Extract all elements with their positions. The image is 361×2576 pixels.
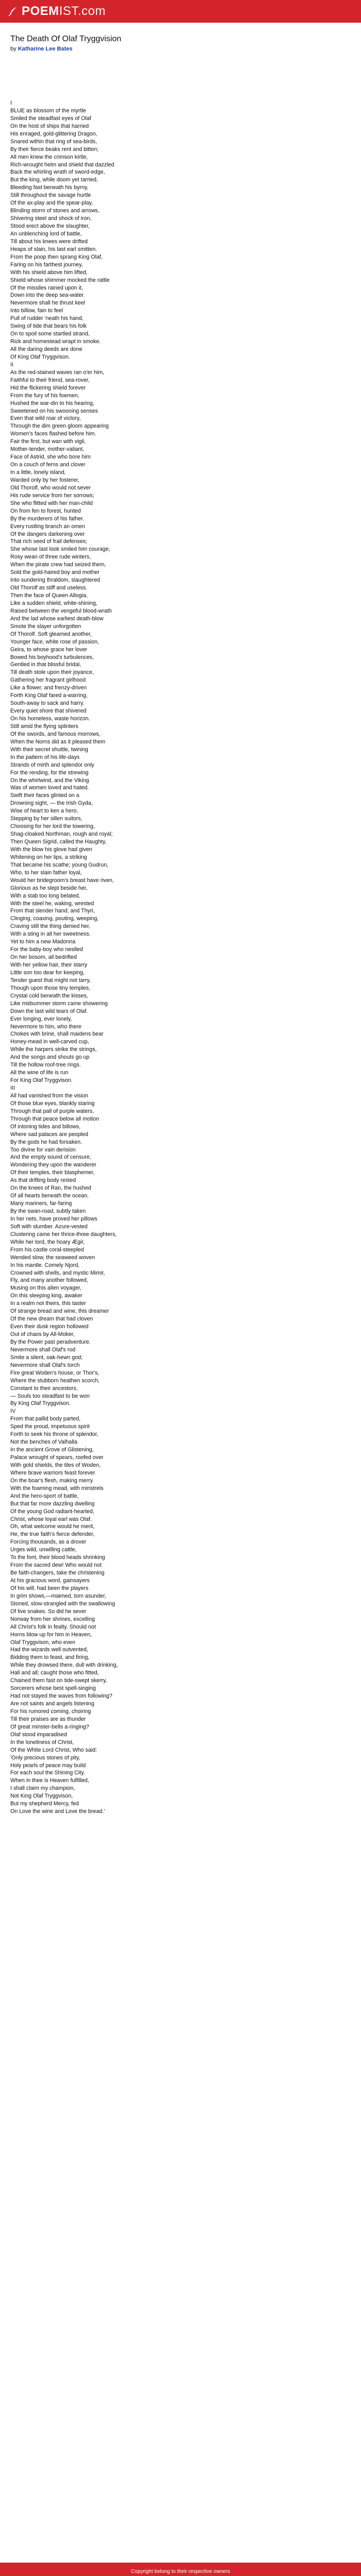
poem-line: And the lad whose earliest death-blow xyxy=(10,615,104,622)
poem-line: His rude service from her sorrows; xyxy=(10,492,94,499)
poem-line: With a stab too long belated, xyxy=(10,892,80,899)
poem-line: Olaf Tryggvison, who even xyxy=(10,1639,75,1646)
poem-line: Of the young God radiant-hearted, xyxy=(10,1508,94,1515)
poem-line: An unblenching lord of battle, xyxy=(10,230,82,237)
poem-line: Ever longing, ever lonely, xyxy=(10,1015,72,1022)
poem-line: Of Thorolf. Soft gleamed another, xyxy=(10,631,92,637)
poem-line: But that far more dazzling dwelling xyxy=(10,1500,95,1507)
poem-line: Bleeding fast beneath his byrny, xyxy=(10,184,89,191)
poem-line: Every quiet shore that shivered xyxy=(10,708,87,715)
poem-line: At his gracious word, gainsayers xyxy=(10,1578,90,1584)
poem-line: Stoned, slow-strangled with the swallowing xyxy=(10,1600,116,1607)
poem-line: Like midsummer storm came showering xyxy=(10,1000,108,1007)
logo-sub-text: IST.com xyxy=(59,4,106,18)
poem-line: Nevermore shall Olaf's torch xyxy=(10,1362,80,1368)
poem-line: 'Only precious stones of pity, xyxy=(10,1754,80,1761)
poem-line: Of all hearts beneath the ocean. xyxy=(10,1193,89,1199)
poem-line: For each soul the Shining City. xyxy=(10,1770,85,1776)
poem-line: By their fierce beaks rent and bitten; xyxy=(10,146,99,152)
poem-line: Wise of heart to ken a hero, xyxy=(10,808,78,815)
poem-line: Blinding storm of stones and arrows, xyxy=(10,208,100,214)
poem-line: As the red-stained waves ran o'er him, xyxy=(10,369,105,376)
poem-line: For the baby-boy who nestled xyxy=(10,946,83,953)
poem-line: With their secret shuttle, twining xyxy=(10,746,88,753)
poem-line: While the harpers strike the strings, xyxy=(10,1046,97,1053)
poem-line: Wondering they upon the wanderer xyxy=(10,1162,96,1168)
poem-line: Of those blue eyes, blankly staring xyxy=(10,1100,95,1107)
poem-line: — Souls too steadfast to be won xyxy=(10,1393,90,1399)
poem-line: From that slender hand; and Thyri, xyxy=(10,908,95,914)
poem-line: By the Power past peradventure. xyxy=(10,1338,91,1345)
poem-line: Too divine for vain derision xyxy=(10,1146,76,1153)
poem-line: With her yellow hair, their starry xyxy=(10,962,88,968)
poem-line: In the pattern of his life-days xyxy=(10,754,80,760)
poem-line: All Christ's folk in fealty. Should not xyxy=(10,1623,96,1630)
poem-line: Strands of mirth and splendor only xyxy=(10,761,94,768)
poem-line: Sweetened on his swooning senses xyxy=(10,408,98,414)
poem-line: Down the last wild tears of Olaf. xyxy=(10,1008,88,1014)
poem-line: All the daring deeds are done xyxy=(10,346,83,352)
poem-line: BLUE as blossom of the myrtle xyxy=(10,107,86,114)
poem-line: Stood erect above the slaughter, xyxy=(10,223,90,229)
poem-line: Musing on this alien voyager, xyxy=(10,1285,81,1292)
poem-line: Through that peace below all motion xyxy=(10,1115,100,1122)
poem-line: Swift their faces glinted on a xyxy=(10,792,79,799)
poem-line: For King Olaf Tryggvison. xyxy=(10,1077,73,1084)
poem-line: On the whirlwind, and the Viking xyxy=(10,777,89,784)
poem-line: Bidding them to feast, and firing, xyxy=(10,1654,90,1661)
poem-line: With a sting in all her sweetness. xyxy=(10,931,91,938)
poem-line: Of the swords, and famous morrows, xyxy=(10,731,101,737)
poem-line: Holy pearls of peace may build xyxy=(10,1762,86,1769)
poem-line: Pull of rudder 'neath his hand, xyxy=(10,315,84,322)
site-footer xyxy=(0,2563,361,2576)
poem-line: While her lord, the hoary Ægir, xyxy=(10,1239,85,1245)
poem-line: Faring on his farthest journey, xyxy=(10,261,83,268)
poem-line: Heaps of slain, his last earl smitten. xyxy=(10,246,97,252)
poem-line: Then the face of Queen Allogia, xyxy=(10,592,88,599)
poem-line: Chokes with brine, shall maidens bear xyxy=(10,1031,104,1038)
poem-line: When in thee is Heaven fulfilled, xyxy=(10,1777,89,1784)
poem-line: And the hero-sport of battle, xyxy=(10,1493,79,1499)
poem-line: South-away to sack and harry. xyxy=(10,700,85,707)
poem-line: Bowed his boyhood's turbulences, xyxy=(10,654,94,660)
poem-line: Warded only by her fosterer, xyxy=(10,477,79,483)
poem-line: Mother-tender, mother-valiant, xyxy=(10,446,85,453)
poem-content xyxy=(0,23,361,1816)
poem-line: Geira, to whose grace her lover xyxy=(10,646,88,653)
poem-line: Of strange bread and wine, this dreamer xyxy=(10,1308,109,1315)
poem-line: Norway from her shrines, excelling xyxy=(10,1616,95,1622)
poem-body xyxy=(10,99,351,1816)
poem-line: Constant to their ancestors, xyxy=(10,1385,78,1392)
poem-line: Snared within that ring of sea-birds, xyxy=(10,138,97,145)
poem-line: Of great minster-bells a-ringing? xyxy=(10,1723,89,1730)
poem-line: From the fury of his foemen, xyxy=(10,392,79,399)
poem-line: Many mariners, far-faring xyxy=(10,1200,72,1207)
poem-line: On the host of ships that harried xyxy=(10,123,89,129)
quill-icon xyxy=(7,6,19,17)
poem-line: Hid the flickering shield forever xyxy=(10,384,86,391)
poem-line: Would her bridegroom's breast have riven, xyxy=(10,877,114,884)
poem-line: Of the new dream that had cloven xyxy=(10,1316,93,1323)
poem-line: She who flitted with her man-child xyxy=(10,500,93,506)
poem-line: Horns blow up for him in Heaven, xyxy=(10,1631,92,1638)
poem-line: Into sundering thraldom, slaughtered xyxy=(10,577,101,584)
poem-line: And the empty sound of censure, xyxy=(10,1154,91,1161)
poem-line: On a couch of ferns and clover xyxy=(10,462,86,468)
poem-line: Not the benches of Valhalla xyxy=(10,1439,77,1446)
poem-line: Clustering came her thrice-three daughters, xyxy=(10,1231,117,1238)
poem-line: On his homeless, waste horizon. xyxy=(10,716,90,722)
poem-line: Sped the proud, impetuous spirit xyxy=(10,1423,90,1430)
poem-line: Of the missiles rained upon it, xyxy=(10,284,83,291)
poem-line: With gold shields, the tiles of Woden, xyxy=(10,1462,101,1468)
poem-line: Old Thorolf as stiff and useless. xyxy=(10,585,88,591)
poem-line: Shield whose shimmer mocked the rattle xyxy=(10,277,110,283)
poem-line: With the blow his glove had given xyxy=(10,846,92,853)
poem-line: In a realm not theirs, this taster xyxy=(10,1300,86,1307)
poem-line: Whitening on her lips, a striking xyxy=(10,854,87,860)
poem-line: Swing of tide that bears his folk xyxy=(10,323,87,330)
poem-line: Still throughout the savage hurtle xyxy=(10,192,91,199)
poem-line: Choosing for her lord the towering, xyxy=(10,823,95,830)
poem-line: And the songs and shouts go up xyxy=(10,1054,90,1061)
poem-line: To the font, their blood heads shrinking xyxy=(10,1554,105,1561)
poem-line: Urges wild, unwilling cattle, xyxy=(10,1547,77,1553)
poem-line: By the gods he had forsaken. xyxy=(10,1139,83,1145)
poem-line: Even their dusk region hollowed xyxy=(10,1324,89,1330)
poem-line: Till death stole upon their joyance, xyxy=(10,669,94,676)
poem-line: From that pallid body parted, xyxy=(10,1416,81,1422)
poem-line: Crystal cold beneath the kisses, xyxy=(10,992,88,999)
poem-line: Women's faces flashed before him. xyxy=(10,431,96,437)
poem-line: Of the White Lord Christ, Who said: xyxy=(10,1747,97,1753)
poem-line: When the Norns did as it pleased them xyxy=(10,738,106,745)
poem-line: Nevermore shall he thrust keel xyxy=(10,300,85,307)
poem-line: Of their temples, their blasphemer, xyxy=(10,1170,95,1176)
poem-line: Nevermore to him, who there xyxy=(10,1023,81,1030)
poem-line: II xyxy=(10,361,13,368)
poem-line: In the loneliness of Christ, xyxy=(10,1739,74,1745)
poem-line: On Love the wine and Love the bread.' xyxy=(10,1808,105,1815)
poem-line: Where sad palaces are peopled xyxy=(10,1131,88,1138)
poem-line: All had vanished from the vision xyxy=(10,1092,88,1099)
poem-line: With the foaming mead, with minstrels xyxy=(10,1485,104,1492)
poem-line: Glorious as he slept beside her, xyxy=(10,885,88,891)
poem-line: On her bosom, all bedrifted xyxy=(10,954,77,961)
poem-line: Old Thorolf, who would not sever xyxy=(10,484,91,491)
poem-line: Clinging, coaxing, pouting, weeping, xyxy=(10,916,99,922)
poem-line: On this sleeping king, awaker xyxy=(10,1293,83,1299)
poem-line: Raised between the vengeful blood-wrath xyxy=(10,607,112,614)
poem-line: Faithful to their friend, sea-rover, xyxy=(10,377,90,383)
poem-line: Of the dangers darkening over xyxy=(10,531,85,537)
poem-line: In grim shows,—maimed, torn asunder, xyxy=(10,1592,106,1599)
poem-line: Had not stayed the waves from following? xyxy=(10,1693,112,1700)
poem-line: Hushed the war-din to his hearing, xyxy=(10,400,94,406)
poem-line: All the wine of life is run xyxy=(10,1070,69,1076)
poem-line: Rich-wrought helm and shield that dazzled xyxy=(10,161,114,168)
poem-line: Of intoning tides and billows, xyxy=(10,1123,81,1130)
poem-line: Shag-cloaked Northman, rough and royal; xyxy=(10,831,113,838)
poem-line: Into billow, fain to feel xyxy=(10,308,63,314)
poem-line: IV xyxy=(10,1408,16,1415)
poem-line: Little son too dear for keeping, xyxy=(10,969,85,976)
site-logo[interactable] xyxy=(7,4,106,19)
poem-line: Down into the deep sea-water. xyxy=(10,292,85,299)
poem-line: By King Olaf Tryggvison. xyxy=(10,1400,71,1407)
poem-line: He, the true faith's fierce defender, xyxy=(10,1531,95,1538)
poem-line: I xyxy=(10,100,12,106)
logo-main-text: POEM xyxy=(22,4,59,18)
poem-title: The Death Of Olaf Tryggvision xyxy=(10,35,122,43)
poem-line: Be faith-changers, take the christening xyxy=(10,1570,105,1577)
poem-line: Yet to him a new Madonna xyxy=(10,939,76,945)
poem-line: Rick and homestead wrapt in smoke. xyxy=(10,338,101,345)
poem-line: On the boar's flesh, making merry xyxy=(10,1477,93,1484)
poem-line: Stepping by her sillen suitors, xyxy=(10,816,83,822)
poem-line: Soft with slumber. Azure-vested xyxy=(10,1223,88,1230)
poem-line: Palace wrought of spears, roofed over xyxy=(10,1454,104,1461)
poem-line: Forth King Olaf fared a-warring, xyxy=(10,692,88,699)
poem-line: Fire great Woden's house, or Thor's, xyxy=(10,1369,100,1376)
poem-line: Rosy wean of three rude winters, xyxy=(10,554,91,561)
poem-line: On the knees of Ran, the hushed xyxy=(10,1185,91,1192)
poem-line: Wended slow, the seaweed woven xyxy=(10,1254,95,1261)
poem-line: Of his will, had been the players xyxy=(10,1585,89,1591)
poem-line: Hall and all; caught those who fitted, xyxy=(10,1670,99,1676)
poem-line: In his mantle. Comely Njord, xyxy=(10,1262,80,1268)
poem-line: Drowning sight, — the Irish Gyda, xyxy=(10,800,93,807)
poem-line: From the poop then sprang King Olaf, xyxy=(10,253,103,260)
poem-line: Like a sudden shield, white-shining, xyxy=(10,600,97,606)
poem-line: Smiled the steadfast eyes of Olaf xyxy=(10,115,91,122)
poem-line: Smite a silent, oak-hewn god; xyxy=(10,1354,83,1361)
poem-line: All men knew the crimson kirtle, xyxy=(10,154,88,160)
poem-line: By the murderers of his father. xyxy=(10,515,85,522)
poem-line: I shall claim my champion, xyxy=(10,1785,75,1792)
poem-line: While they drowsed there, dull with drinking, xyxy=(10,1662,118,1669)
poem-line: Crowned with shells, and mystic Mimir, xyxy=(10,1269,105,1276)
poem-line: III xyxy=(10,1085,15,1091)
poem-line: Through that pall of purple waters, xyxy=(10,1108,94,1114)
poem-line: Oh, what welcome would he merit, xyxy=(10,1523,95,1530)
poem-line: Smote the slayer unforgotten xyxy=(10,623,81,630)
poem-line: Are not saints and angels listening xyxy=(10,1701,94,1707)
footer-copyright: Copyright belong to their respective owners xyxy=(130,2568,231,2574)
poem-line: Where the stubborn heathen scorch, xyxy=(10,1377,100,1384)
poem-line: In her nets, have proved her pillows xyxy=(10,1215,97,1222)
poem-line: But the king, while doom yet tarried, xyxy=(10,177,98,183)
poem-line: Fly, and many another followed, xyxy=(10,1277,88,1284)
poem-line: Forth to seek his throne of splendor, xyxy=(10,1431,99,1438)
poem-line: Where brave warriors feast forever xyxy=(10,1469,95,1476)
poem-line: Of live snakes. So did he sever xyxy=(10,1608,87,1615)
poem-line: Forcing thousands, as a drover xyxy=(10,1539,87,1546)
poem-line: Tender guest that might not tarry, xyxy=(10,977,91,984)
poem-line: On to spoil some startled strand, xyxy=(10,331,90,337)
poem-line: Till their praises are as thunder xyxy=(10,1716,86,1722)
poem-line: Out of chaos by All-Moker, xyxy=(10,1331,75,1337)
poem-line: When the pirate crew had seized them, xyxy=(10,562,106,568)
poem-line: In a little, lonely island, xyxy=(10,469,66,476)
poem-line: Who, to her slain father loyal, xyxy=(10,869,82,876)
poem-line: Not King Olaf Tryggvison, xyxy=(10,1793,73,1800)
poem-byline xyxy=(10,45,351,53)
poem-line: Till about his knees were drifted xyxy=(10,238,88,245)
poem-line: Gathering her fragrant girlhood xyxy=(10,677,86,684)
poem-line: Still amid the flying splinters xyxy=(10,723,78,730)
poem-line: Olaf stood imparadised xyxy=(10,1731,67,1738)
poem-line: Nevermore shall Olaf's rod xyxy=(10,1346,76,1353)
poem-line: With his shield above him lifted, xyxy=(10,269,88,276)
poem-line: Though upon those tiny temples, xyxy=(10,985,91,991)
poem-line: For his rumored coming, choiring xyxy=(10,1708,91,1715)
poem-line: Of King Olaf Tryggvison. xyxy=(10,353,70,360)
poem-line: Younger face, white rose of passion, xyxy=(10,638,99,645)
author-link[interactable]: Katharine Lee Bates xyxy=(18,46,73,52)
poem-line: She whose last look smiled him courage, xyxy=(10,546,110,553)
site-header xyxy=(0,0,361,23)
poem-line: With the steel he, waking, wrested xyxy=(10,900,94,907)
poem-line: By the swan-road, subtly taken xyxy=(10,1208,86,1214)
poem-line: Craving still the thing denied her, xyxy=(10,923,91,930)
poem-line: Chained them fast on tide-swept skerry, xyxy=(10,1677,107,1684)
poem-line: Sold the gold-haired boy and mother xyxy=(10,569,100,576)
byline-prefix: by xyxy=(10,46,17,52)
poem-line: In the ancient Grove of Glistening, xyxy=(10,1447,94,1453)
poem-line: Back the whirling wrath of sword-edge, xyxy=(10,169,105,176)
poem-line: For the rending, for the strewing xyxy=(10,769,89,776)
poem-line: From the sacred dew! Who would not xyxy=(10,1562,102,1569)
poem-line: Had the wizards well outvented, xyxy=(10,1647,88,1653)
poem-line: Of the ax-play and the spear-play, xyxy=(10,200,93,207)
poem-line: Even that wild roar of victory, xyxy=(10,415,81,422)
poem-line: That became his scathe; young Gudrun, xyxy=(10,861,109,868)
poem-line: Every rustling branch an omen xyxy=(10,523,85,530)
poem-line: On from fen to forest, hunted xyxy=(10,507,81,514)
poem-line: His enraged, gold-glittering Dragon, xyxy=(10,130,97,137)
poem-line: That rich seed of frail defenses; xyxy=(10,538,88,545)
poem-line: Sorcerers whose best spell-singing xyxy=(10,1685,96,1692)
poem-line: From his castle coral-steepled xyxy=(10,1246,84,1253)
poem-line: Christ, whose loyal earl was Olaf. xyxy=(10,1516,92,1522)
poem-line: Till the hollow roof-tree rings. xyxy=(10,1062,81,1069)
poem-line: Like a flower, and frenzy-driven xyxy=(10,685,87,691)
poem-line: Was of women loved and hated. xyxy=(10,785,89,791)
poem-line: Fair the first, but wan with vigil, xyxy=(10,438,86,445)
poem-line: But my shepherd Mercy, fed xyxy=(10,1801,79,1807)
poem-line: Honey-mead in well-carved cup, xyxy=(10,1039,89,1045)
poem-line: Face of Astrid, she who bore him xyxy=(10,454,91,461)
poem-line: Through the dim green gloom appearing xyxy=(10,423,109,430)
poem-line: Then Queen Sigrid, called the Haughty, xyxy=(10,839,107,845)
poem-line: Shivering steel and shock of iron, xyxy=(10,215,92,222)
poem-line: As that drifting body rested xyxy=(10,1177,76,1184)
poem-line: Gentled in that blissful bridal, xyxy=(10,662,81,668)
